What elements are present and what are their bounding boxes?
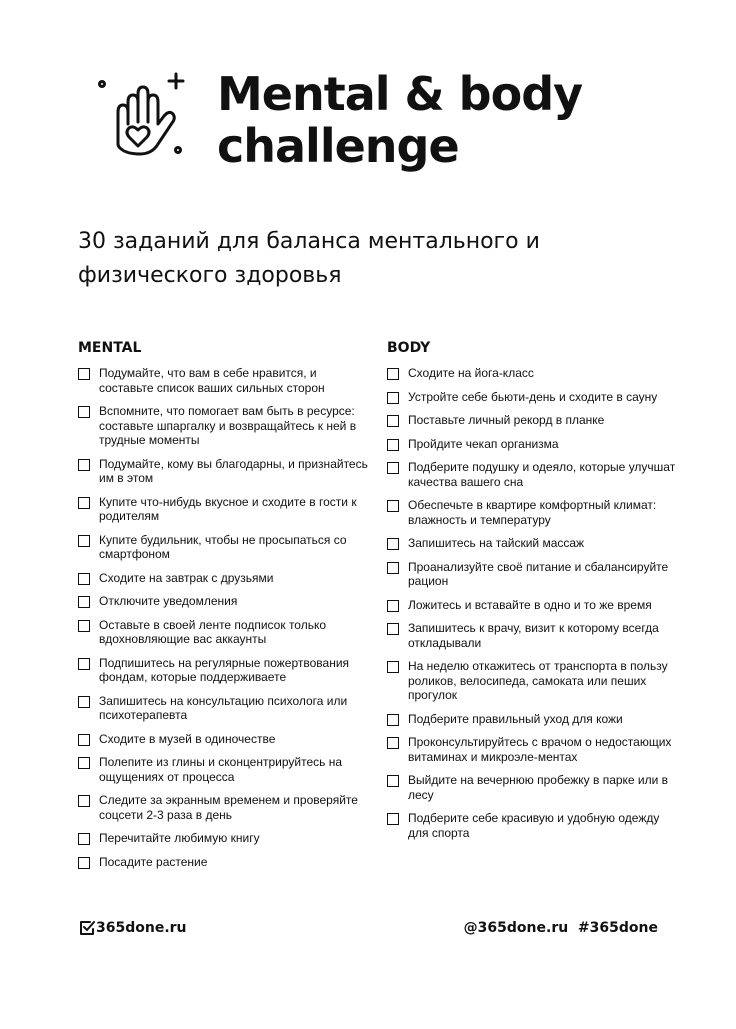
item-label: Подумайте, что вам в себе нравится, и составьте список ваших сильных сторон (99, 366, 325, 395)
mental-item[interactable] (78, 656, 368, 685)
mental-item[interactable] (78, 404, 368, 448)
title-line-1: Mental & body (217, 67, 583, 121)
item-label: На неделю откажитесь от транспорта в пользу роликов, велосипеда, самоката или пеших прогулок (408, 659, 668, 702)
body-item[interactable] (387, 659, 677, 703)
checkbox[interactable] (387, 714, 399, 726)
mental-checklist (78, 366, 368, 869)
mental-item[interactable] (78, 457, 368, 486)
checkbox[interactable] (387, 462, 399, 474)
checkbox[interactable] (78, 459, 90, 471)
item-label: Подумайте, кому вы благодарны, и признайтесь им в этом (99, 456, 368, 485)
page-title (217, 68, 582, 172)
item-label: Полепите из глины и сконцентрируйтесь на ощущениях от процесса (99, 755, 343, 784)
mental-item[interactable] (78, 732, 368, 747)
body-item[interactable] (387, 390, 677, 405)
item-label: Отключите уведомления (99, 594, 238, 608)
item-label: Подберите себе красивую и удобную одежду для спорта (408, 811, 660, 840)
item-label: Запишитесь на тайский массаж (408, 536, 585, 550)
item-label: Запишитесь на консультацию психолога или психотерапевта (99, 693, 348, 722)
item-label: Следите за экранным временем и проверяйте соцсети 2-3 раза в день (99, 793, 358, 822)
item-label: Сходите на йога-класс (408, 366, 534, 380)
checkbox[interactable] (387, 775, 399, 787)
checkbox[interactable] (387, 392, 399, 404)
body-item[interactable] (387, 460, 677, 489)
item-label: Запишитесь к врачу, визит к которому всегда откладывали (408, 621, 659, 650)
title-line-2: challenge (217, 119, 459, 173)
body-item[interactable] (387, 621, 677, 650)
mental-item[interactable] (78, 755, 368, 784)
body-item[interactable] (387, 811, 677, 840)
checkbox[interactable] (387, 538, 399, 550)
mental-item[interactable] (78, 793, 368, 822)
body-item[interactable] (387, 536, 677, 551)
body-item[interactable] (387, 735, 677, 764)
body-item[interactable] (387, 498, 677, 527)
item-label: Оставьте в своей ленте подписок только вдохновляющие вас аккаунты (99, 617, 327, 646)
item-label: Выйдите на вечернюю пробежку в парке или в лесу (408, 773, 669, 802)
checkbox[interactable] (78, 535, 90, 547)
mental-item[interactable] (78, 594, 368, 609)
body-checklist (387, 366, 677, 840)
checkbox[interactable] (387, 737, 399, 749)
mental-item[interactable] (78, 533, 368, 562)
item-label: Подберите подушку и одеяло, которые улучшат качества вашего сна (408, 460, 676, 489)
item-label: Подберите правильный уход для кожи (408, 711, 623, 726)
body-item[interactable] (387, 773, 677, 802)
mental-item[interactable] (78, 571, 368, 586)
checkbox[interactable] (387, 600, 399, 612)
item-label: Купите будильник, чтобы не просыпаться со смартфоном (99, 532, 347, 561)
item-label: Проанализуйте своё питание и сбалансируйте рацион (408, 559, 669, 588)
checkbox[interactable] (78, 368, 90, 380)
checkbox[interactable] (78, 696, 90, 708)
checkbox[interactable] (387, 661, 399, 673)
checkbox[interactable] (78, 734, 90, 746)
checkbox[interactable] (78, 596, 90, 608)
mental-heading: MENTAL (78, 340, 142, 356)
checkbox[interactable] (387, 500, 399, 512)
body-item[interactable] (387, 560, 677, 589)
body-item[interactable] (387, 437, 677, 452)
checkbox[interactable] (78, 658, 90, 670)
item-label: Посадите растение (99, 854, 208, 869)
item-label: Проконсультируйтесь с врачом о недостающих витаминах и микроэле-ментах (408, 735, 672, 764)
item-label: Перечитайте любимую книгу (99, 831, 260, 845)
body-item[interactable] (387, 712, 677, 727)
body-column (387, 339, 677, 849)
mental-column (78, 339, 368, 878)
body-heading: BODY (387, 340, 431, 356)
subtitle: 30 заданий для баланса ментального и физического здоровья (78, 229, 540, 288)
footer-site[interactable] (79, 920, 187, 936)
item-label: Сходите на завтрак с друзьями (99, 570, 274, 585)
checkbox[interactable] (78, 620, 90, 632)
checkbox[interactable] (387, 813, 399, 825)
mental-item[interactable] (78, 694, 368, 723)
mental-item[interactable] (78, 855, 368, 870)
checkbox[interactable] (78, 795, 90, 807)
item-label: Ложитесь и вставайте в одно и то же время (408, 597, 652, 612)
body-item[interactable] (387, 366, 677, 381)
checkbox[interactable] (78, 406, 90, 418)
item-label: Пройдите чекап организма (408, 436, 559, 451)
checkbox[interactable] (387, 562, 399, 574)
item-label: Купите что-нибудь вкусное и сходите в гости к родителям (99, 494, 357, 523)
footer-handles: @365done.ru #365done (463, 920, 658, 936)
checkbox[interactable] (78, 757, 90, 769)
checkbox[interactable] (387, 415, 399, 427)
item-label: Обеспечьте в квартире комфортный климат: влажность и температуру (408, 498, 657, 527)
item-label: Устройте себе бьюти-день и сходите в сауну (408, 389, 658, 404)
checkbox[interactable] (78, 497, 90, 509)
mental-item[interactable] (78, 366, 368, 395)
site-link[interactable]: 365done.ru (96, 920, 187, 936)
item-label: Подпишитесь на регулярные пожертвования фондам, которые поддерживаете (99, 655, 350, 684)
checkbox[interactable] (387, 368, 399, 380)
mental-item[interactable] (78, 495, 368, 524)
item-label: Поставьте личный рекорд в планке (408, 413, 605, 427)
item-label: Вспомните, что помогает вам быть в ресурсе: составьте шпаргалку и возвращайтесь к ней в трудные моменты (99, 404, 357, 447)
mental-item[interactable] (78, 831, 368, 846)
checkbox-check-icon (79, 920, 95, 936)
checkbox[interactable] (387, 623, 399, 635)
body-item[interactable] (387, 598, 677, 613)
hand-heart-logo-icon (96, 72, 188, 164)
checkbox[interactable] (78, 857, 90, 869)
checkbox[interactable] (78, 573, 90, 585)
body-item[interactable] (387, 413, 677, 428)
mental-item[interactable] (78, 618, 368, 647)
checkbox[interactable] (78, 833, 90, 845)
item-label: Сходите в музей в одиночестве (99, 731, 276, 746)
checkbox[interactable] (387, 439, 399, 451)
